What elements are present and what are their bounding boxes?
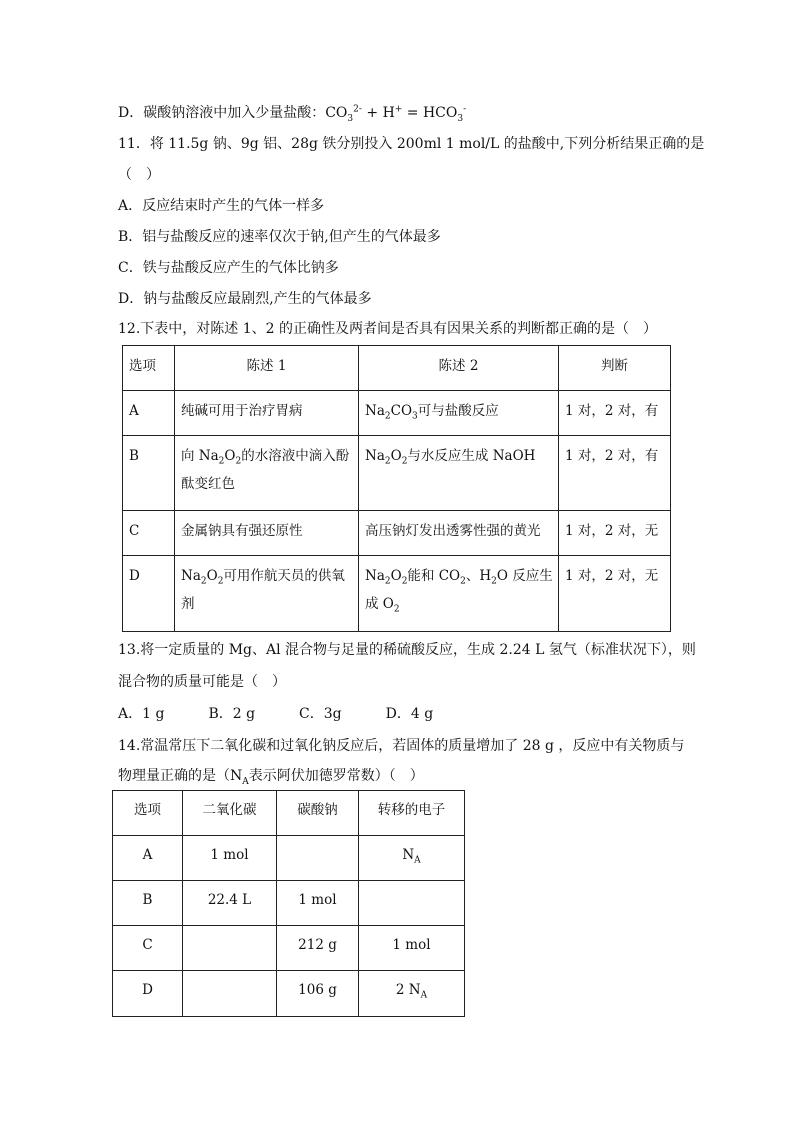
- table-header-row: [123, 346, 671, 391]
- table-cell: 1 对，2 对，有: [559, 436, 671, 511]
- table-cell: [277, 836, 359, 881]
- table-cell: A: [123, 391, 175, 436]
- table-cell: A: [113, 836, 183, 881]
- table-cell: 1 mol: [359, 926, 465, 971]
- q10-option-d: D．碳酸钠溶液中加入少量盐酸：$CO_3^{2-} + H^+ = HCO_3^-$: [118, 104, 467, 124]
- q13-stem-line1: 13.将一定质量的 Mg、Al 混合物与足量的稀硫酸反应，生成 2.24 L 氢气（标准状况下），则: [118, 642, 696, 658]
- table-cell: $N_A$: [359, 836, 465, 881]
- table-cell: [183, 971, 277, 1017]
- table-row: [123, 511, 671, 556]
- table-cell: 金属钠具有强还原性: [175, 511, 359, 556]
- table-header: 判断: [559, 346, 671, 391]
- q13-option-d: D．4 g: [385, 706, 434, 722]
- table-cell: D: [123, 556, 175, 632]
- table-header: 陈述 2: [359, 346, 559, 391]
- q13-options: [118, 705, 477, 723]
- q11-option-c: C．铁与盐酸反应产生的气体比钠多: [118, 260, 339, 276]
- table-header: 陈述 1: [175, 346, 359, 391]
- q13-stem-line2: 混合物的质量可能是（ ）: [118, 674, 286, 690]
- table-cell: 106 g: [277, 971, 359, 1017]
- table-cell: 2 $N_A$: [359, 971, 465, 1017]
- table-cell: $Na_2O_2$可用作航天员的供氧 剂: [175, 556, 359, 632]
- q14-stem-line2: 物理量正确的是（$N_A$表示阿伏加德罗常数）（ ）: [118, 768, 424, 787]
- table-header: 二氧化碳: [183, 791, 277, 836]
- q12-stem: 12.下表中，对陈述 1、2 的正确性及两者间是否具有因果关系的判断都正确的是（ ）: [118, 321, 657, 337]
- q14-stem-line1: 14.常温常压下二氧化碳和过氧化钠反应后，若固体的质量增加了 28 g ，反应中有关物质与: [118, 738, 685, 754]
- q11-option-d: D．钠与盐酸反应最剧烈,产生的气体最多: [118, 291, 372, 307]
- table-cell: B: [113, 881, 183, 926]
- table-row: [113, 971, 465, 1017]
- q11-bracket: （ ）: [118, 167, 160, 183]
- table-row: [123, 436, 671, 511]
- table-cell: 高压钠灯发出透雾性强的黄光: [359, 511, 559, 556]
- q11-option-a: A．反应结束时产生的气体一样多: [118, 198, 325, 214]
- table-cell: [359, 881, 465, 926]
- table-row: [113, 881, 465, 926]
- table-cell: C: [113, 926, 183, 971]
- q13-option-a: A．1 g: [118, 706, 165, 722]
- table-cell: 1 对，2 对，无: [559, 511, 671, 556]
- table-cell: $Na_2O_2$能和 $CO_2$、$H_2O$ 反应生 成 $O_2$: [359, 556, 559, 632]
- q13-option-c: C．3g: [299, 706, 342, 722]
- table-cell: 1 对，2 对，无: [559, 556, 671, 632]
- table-header-row: [113, 791, 465, 836]
- table-cell: 1 对，2 对，有: [559, 391, 671, 436]
- table-row: [123, 391, 671, 436]
- q11-stem: 11．将 11.5g 钠、9g 铝、28g 铁分别投入 200ml 1 mol/L 的盐酸中,下列分析结果正确的是: [118, 136, 705, 152]
- table-header: 选项: [123, 346, 175, 391]
- table-cell: 22.4 L: [183, 881, 277, 926]
- table-cell: 1 mol: [277, 881, 359, 926]
- table-header: 转移的电子: [359, 791, 465, 836]
- table-cell: [183, 926, 277, 971]
- table-row: [123, 556, 671, 632]
- q14-table: [112, 790, 465, 1017]
- table-cell: B: [123, 436, 175, 511]
- table-cell: 1 mol: [183, 836, 277, 881]
- table-row: [113, 836, 465, 881]
- table-cell: C: [123, 511, 175, 556]
- table-header: 碳酸钠: [277, 791, 359, 836]
- table-cell: $Na_2O_2$与水反应生成 NaOH: [359, 436, 559, 511]
- table-cell: 向 $Na_2O_2$的水溶液中滴入酚 酞变红色: [175, 436, 359, 511]
- table-cell: D: [113, 971, 183, 1017]
- table-cell: 212 g: [277, 926, 359, 971]
- q11-option-b: B．铝与盐酸反应的速率仅次于钠,但产生的气体最多: [118, 229, 441, 245]
- table-header: 选项: [113, 791, 183, 836]
- q13-option-b: B．2 g: [208, 706, 256, 722]
- table-cell: $Na_2CO_3$可与盐酸反应: [359, 391, 559, 436]
- q12-table: [122, 345, 671, 632]
- table-cell: 纯碱可用于治疗胃病: [175, 391, 359, 436]
- table-row: [113, 926, 465, 971]
